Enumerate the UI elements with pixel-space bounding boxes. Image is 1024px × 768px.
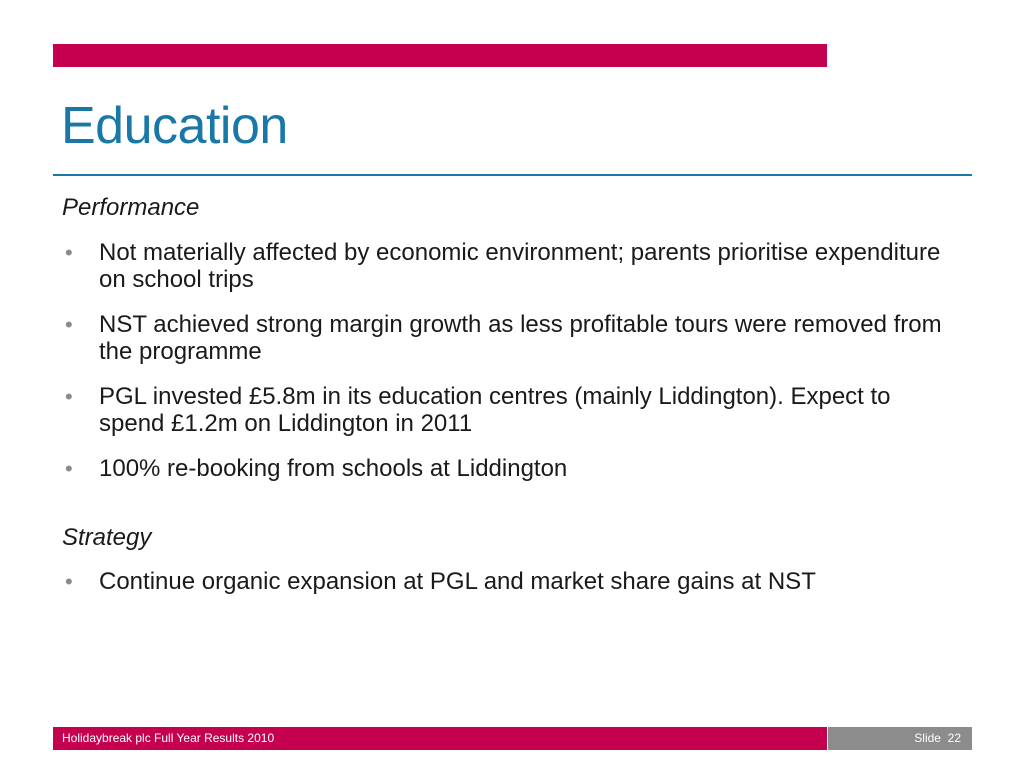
list-item xyxy=(62,455,962,482)
list-item xyxy=(62,383,962,437)
bullet-icon: • xyxy=(65,384,73,409)
performance-heading: Performance xyxy=(62,194,200,221)
strategy-section xyxy=(62,524,962,595)
performance-bullet-list xyxy=(62,239,962,482)
footer-company-text: Holidaybreak plc Full Year Results 2010 xyxy=(62,731,275,745)
slide-number: 22 xyxy=(947,731,961,745)
bullet-text: NST achieved strong margin growth as less profitable tours were removed from the programme xyxy=(99,311,942,365)
list-item xyxy=(62,311,962,365)
bullet-text: PGL invested £5.8m in its education centres (mainly Liddington). Expect to spend £1.2m on Liddington in 2011 xyxy=(99,383,891,437)
top-accent-bar xyxy=(53,44,827,67)
bullet-icon: • xyxy=(65,456,73,481)
bullet-icon: • xyxy=(65,240,73,265)
list-item xyxy=(62,568,962,595)
title-divider xyxy=(53,174,972,176)
slide-label: Slide xyxy=(914,731,941,745)
bullet-text: Not materially affected by economic environment; parents prioritise expenditure on school trips xyxy=(99,239,941,293)
bullet-text: 100% re-booking from schools at Liddington xyxy=(99,455,568,482)
performance-section xyxy=(62,194,962,482)
strategy-bullet-list xyxy=(62,568,962,595)
bullet-icon: • xyxy=(65,569,73,594)
footer-bar xyxy=(53,727,827,750)
slide-title: Education xyxy=(61,97,288,155)
bullet-text: Continue organic expansion at PGL and market share gains at NST xyxy=(99,568,816,595)
list-item xyxy=(62,239,962,293)
strategy-heading: Strategy xyxy=(62,524,152,551)
bullet-icon: • xyxy=(65,312,73,337)
footer-slide-number-box xyxy=(828,727,972,750)
